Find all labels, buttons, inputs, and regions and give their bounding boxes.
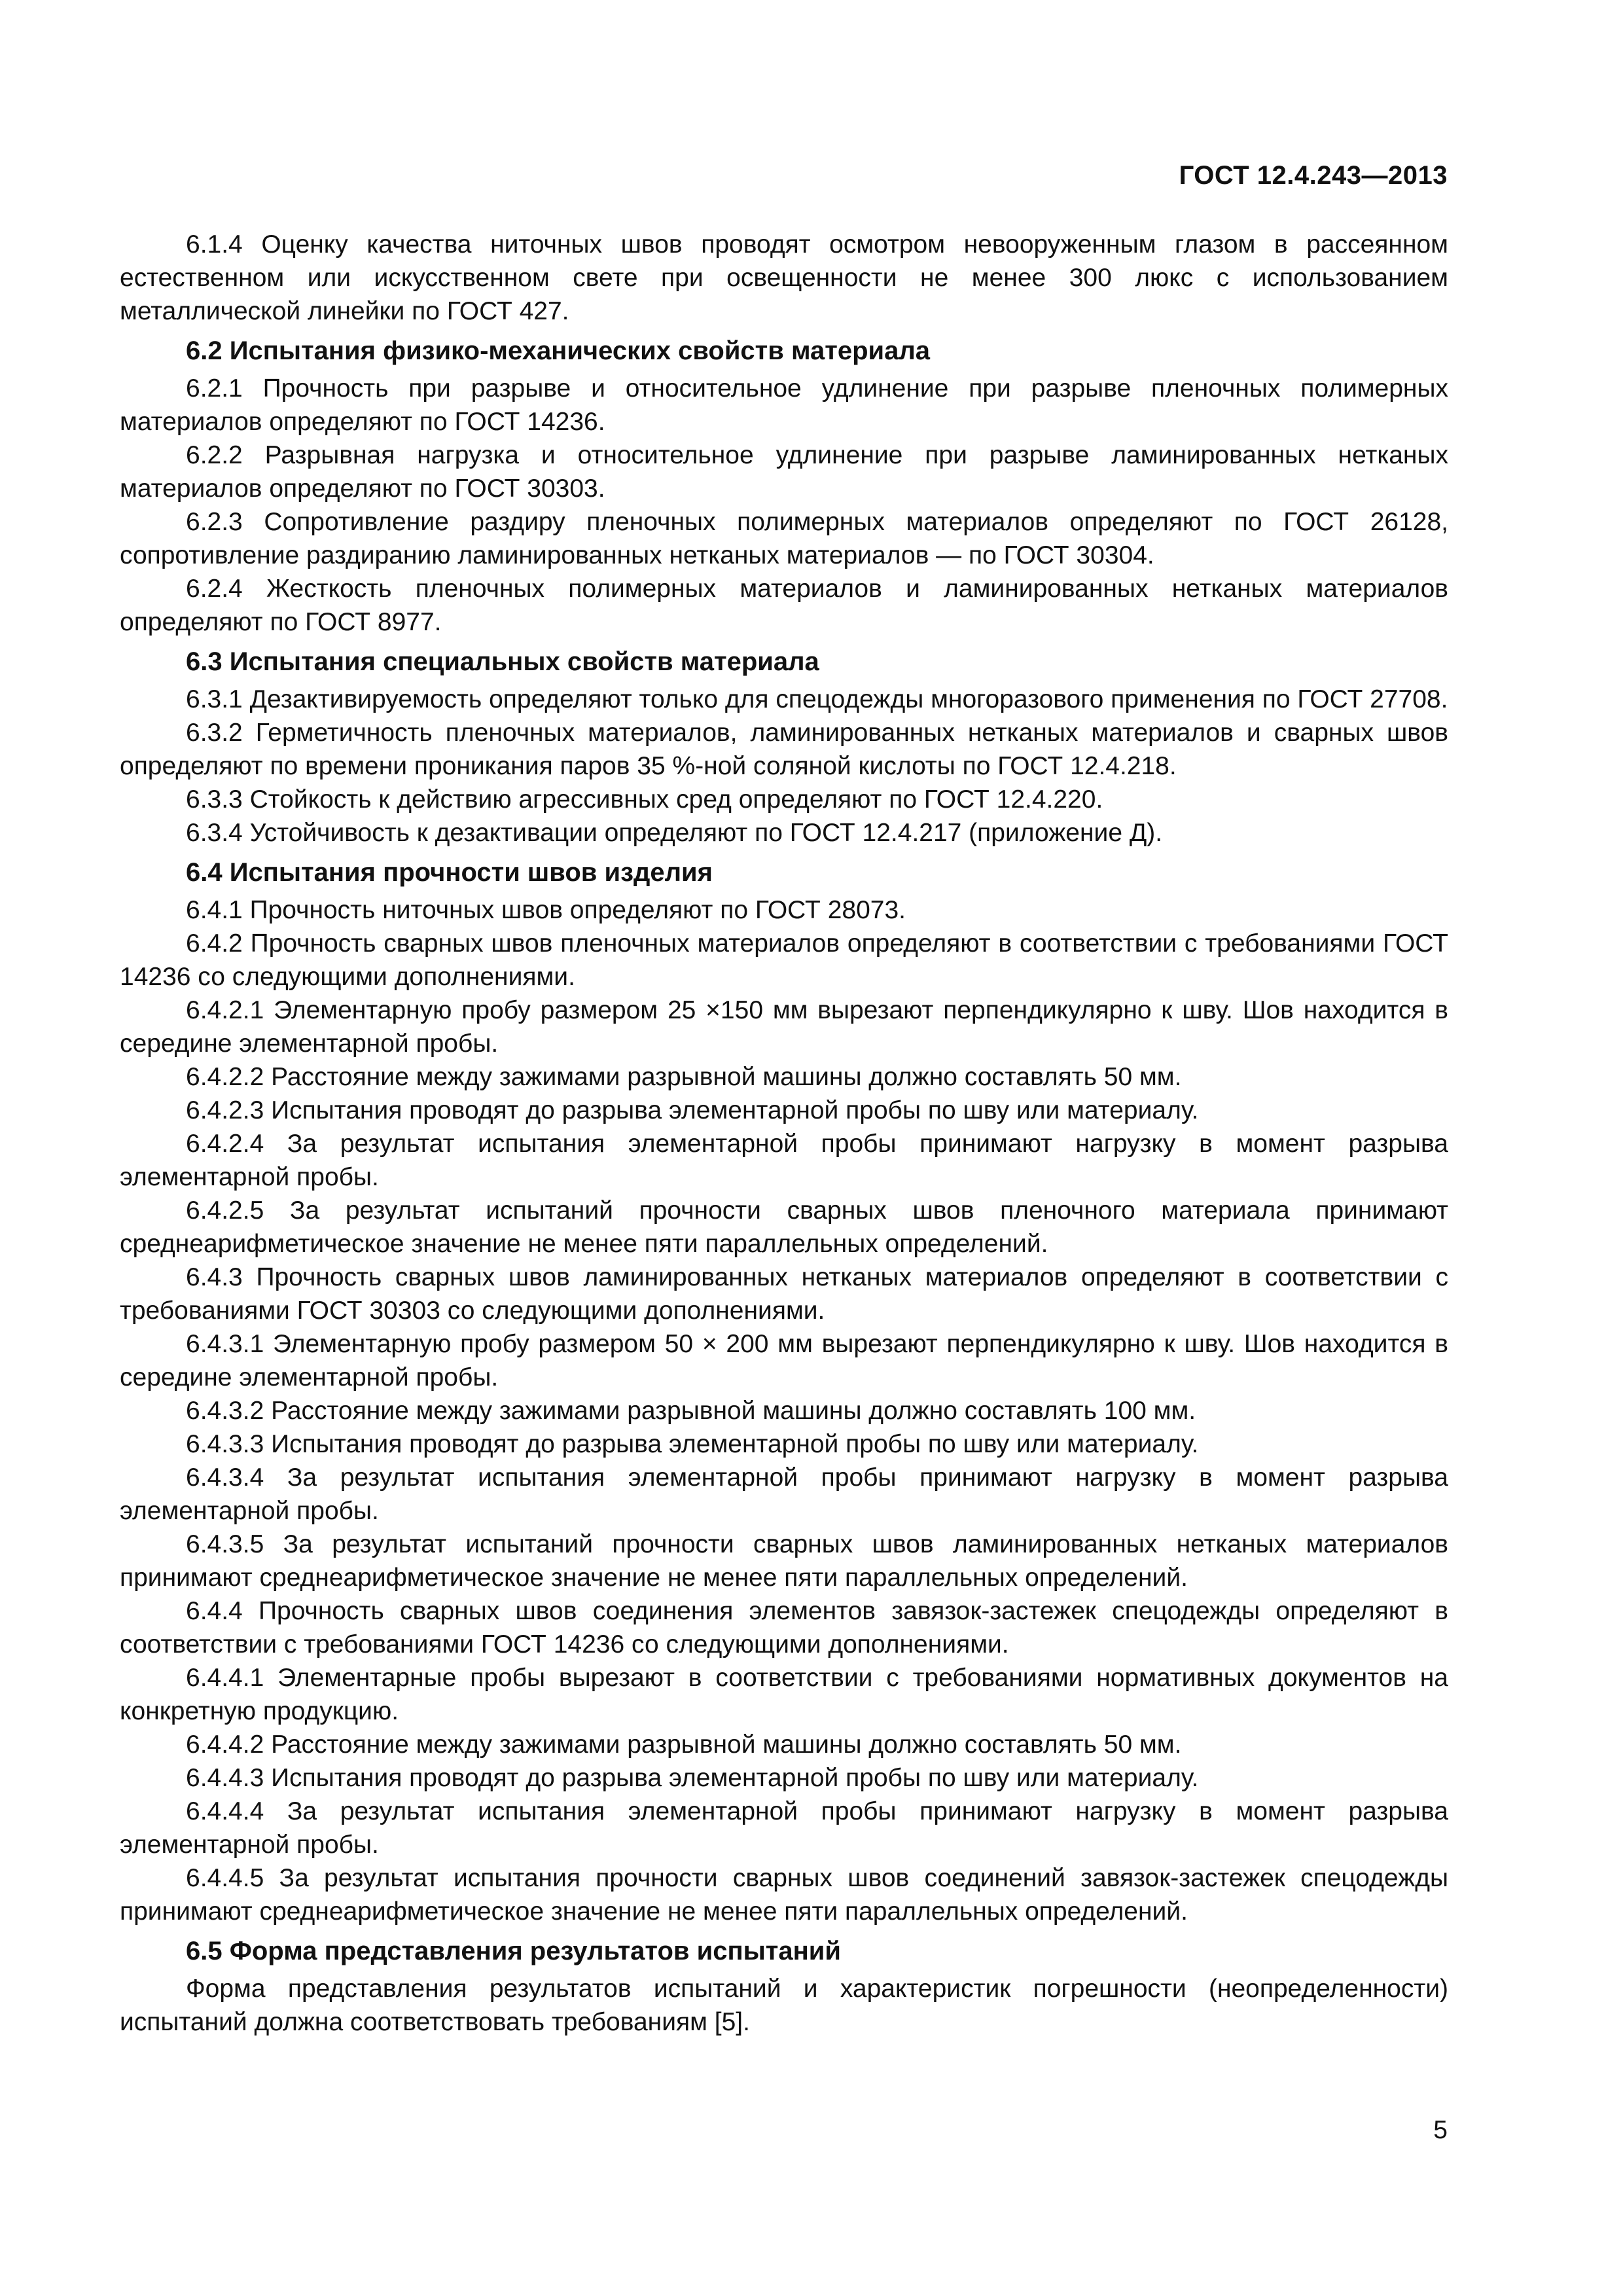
paragraph: 6.3.3 Стойкость к действию агрессивных сред определяют по ГОСТ 12.4.220. — [186, 785, 1103, 814]
paragraph: 6.4.2.3 Испытания проводят до разрыва элементарной пробы по шву или материалу. — [186, 1096, 1199, 1124]
paragraph: 6.4.3.2 Расстояние между зажимами разрывной машины должно составлять 100 мм. — [186, 1397, 1196, 1425]
page-number: 5 — [1433, 2116, 1448, 2144]
paragraph: 6.2.4 Жесткость пленочных полимерных материалов и ламинированных нетканых материалов определяют по ГОСТ 8977. — [120, 575, 1448, 636]
paragraph: 6.2.1 Прочность при разрыве и относительное удлинение при разрыве пленочных полимерных материалов определяют по ГОСТ 14236. — [120, 374, 1448, 436]
paragraph: 6.4.4.3 Испытания проводят до разрыва элементарной пробы по шву или материалу. — [186, 1764, 1199, 1792]
paragraph: Форма представления результатов испытаний и характеристик погрешности (неопределенности) испытаний должна соответствовать требованиям [5]. — [120, 1975, 1448, 2036]
document-designation: ГОСТ 12.4.243—2013 — [1179, 161, 1448, 190]
paragraph: 6.3.1 Дезактивируемость определяют только для спецодежды многоразового применения по ГОСТ 27708. — [186, 685, 1448, 713]
paragraph: 6.4.1 Прочность ниточных швов определяют по ГОСТ 28073. — [186, 896, 906, 924]
paragraph: 6.4.4.4 За результат испытания элементарной пробы принимают нагрузку в момент разрыва элементарной пробы. — [120, 1797, 1448, 1859]
paragraph: 6.4.4.5 За результат испытания прочности сварных швов соединений завязок-застежек спецодежды принимают среднеарифметическое значение не менее пяти параллельных определений. — [120, 1864, 1448, 1926]
paragraph: 6.4.2.1 Элементарную пробу размером 25 ×150 мм вырезают перпендикулярно к шву. Шов находится в середине элементарной пробы. — [120, 996, 1448, 1058]
paragraph: 6.4.3.1 Элементарную пробу размером 50 × 200 мм вырезают перпендикулярно к шву. Шов находится в середине элементарной пробы. — [120, 1330, 1448, 1391]
paragraph: 6.4.3.5 За результат испытаний прочности сварных швов ламинированных нетканых материалов принимают среднеарифметическое значение не менее пяти параллельных определений. — [120, 1530, 1448, 1592]
document-body — [120, 228, 1448, 2039]
paragraph: 6.3.4 Устойчивость к дезактивации определяют по ГОСТ 12.4.217 (приложение Д). — [186, 819, 1163, 847]
paragraph: 6.4.2.2 Расстояние между зажимами разрывной машины должно составлять 50 мм. — [186, 1063, 1182, 1091]
section-heading: 6.3 Испытания специальных свойств материала — [186, 647, 819, 676]
paragraph: 6.4.4.2 Расстояние между зажимами разрывной машины должно составлять 50 мм. — [186, 1731, 1182, 1759]
paragraph: 6.4.3.3 Испытания проводят до разрыва элементарной пробы по шву или материалу. — [186, 1430, 1199, 1458]
paragraph: 6.4.4.1 Элементарные пробы вырезают в соответствии с требованиями нормативных документов на конкретную продукцию. — [120, 1664, 1448, 1725]
paragraph: 6.4.2 Прочность сварных швов пленочных материалов определяют в соответствии с требованиями ГОСТ 14236 со следующими дополнениями. — [120, 929, 1448, 991]
paragraph: 6.4.3 Прочность сварных швов ламинированных нетканых материалов определяют в соответствии с требованиями ГОСТ 30303 со следующими дополнениями. — [120, 1263, 1448, 1325]
paragraph: 6.4.2.4 За результат испытания элементарной пробы принимают нагрузку в момент разрыва элементарной пробы. — [120, 1130, 1448, 1191]
paragraph: 6.4.2.5 За результат испытаний прочности сварных швов пленочного материала принимают среднеарифметическое значение не менее пяти параллельных определений. — [120, 1196, 1448, 1258]
paragraph: 6.3.2 Герметичность пленочных материалов, ламинированных нетканых материалов и сварных швов определяют по времени проникания паров 35 %-ной соляной кислоты по ГОСТ 12.4.218. — [120, 719, 1448, 780]
paragraph: 6.2.2 Разрывная нагрузка и относительное удлинение при разрыве ламинированных нетканых материалов определяют по ГОСТ 30303. — [120, 441, 1448, 503]
section-heading: 6.4 Испытания прочности швов изделия — [186, 858, 713, 887]
section-heading: 6.2 Испытания физико-механических свойств материала — [186, 336, 931, 365]
section-heading: 6.5 Форма представления результатов испытаний — [186, 1937, 841, 1965]
paragraph: 6.2.3 Сопротивление раздиру пленочных полимерных материалов определяют по ГОСТ 26128, сопротивление раздиранию ламинированных нетканых материалов — по ГОСТ 30304. — [120, 508, 1448, 569]
paragraph: 6.4.4 Прочность сварных швов соединения элементов завязок-застежек спецодежды определяют в соответствии с требованиями ГОСТ 14236 со следующими дополнениями. — [120, 1597, 1448, 1659]
paragraph: 6.4.3.4 За результат испытания элементарной пробы принимают нагрузку в момент разрыва элементарной пробы. — [120, 1463, 1448, 1525]
paragraph: 6.1.4 Оценку качества ниточных швов проводят осмотром невооруженным глазом в рассеянном естественном или искусственном свете при освещенности не менее 300 люкс с использованием металлической линейки по ГОСТ 427. — [120, 230, 1448, 325]
